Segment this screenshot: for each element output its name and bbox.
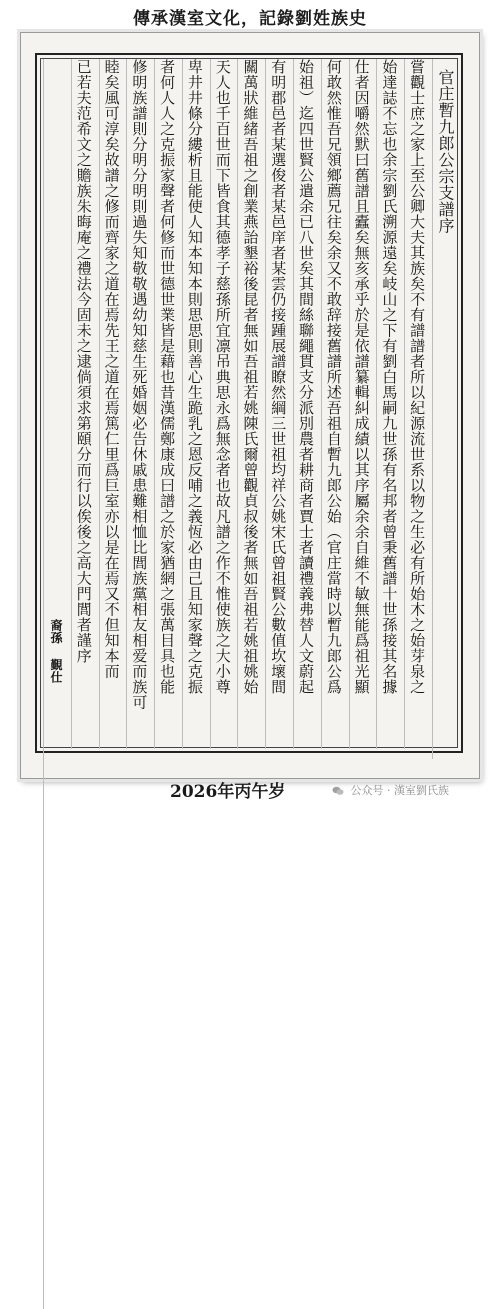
text-column: 者何人人之克振家聲者何修而世德世業皆是藉也昔漢儒鄭康成曰譜之於家猶網之張萬目具也能 [154, 59, 177, 749]
document-author: 裔孫 覲仕 [43, 59, 66, 1309]
text-column: 仕者因嚼然默曰舊譜且蠹矣無亥承乎於是依譜纂輯糾成績以其序屬余余自維不敏無能爲祖光顯 [349, 59, 372, 749]
scanned-genealogy-page [20, 32, 480, 779]
document-heading: 官庄暫九郎公宗支譜序 [432, 59, 455, 759]
page-border [35, 53, 463, 753]
text-column: 修明族譜則分明分明則過失知敬敬遇幼知慈生死婚姻必告休戚患難相恤比閭族黨相友相爱而族可 [126, 59, 149, 749]
text-column: 始達誌不忘也余宗劉氏溯源遠矣岐山之下有劉白馬嗣九世孫有名邦者曾秉舊譜十世孫接其名據 [376, 59, 399, 749]
watermark [332, 782, 449, 798]
text-column: 卑井井條分縷析且能使人知本知本則思思則善心生跪乳之恩反哺之義恆必由己且知家聲之克振 [182, 59, 205, 749]
text-column: 有明郡邑者某選俊者某邑庠者某雲仍接踵展譜瞭然綱三世祖均祥公姚宋氏曾祖賢公數值坎壞間 [265, 59, 288, 749]
text-column: 關萬狀維緒吾祖之創業燕詒墾裕後昆者無如吾祖若姚陳氏爾曾觀貞叔後者無如吾祖若姚祖姚始 [237, 59, 260, 749]
page-title: 傳承漢室文化，記錄劉姓族史 [133, 9, 367, 29]
text-columns [43, 59, 455, 747]
text-column: 睦矣風可淳矣故譜之修而齊家之道在焉先王之道在焉篤仁里爲巨室亦以是在焉又不但知本而 [99, 59, 122, 749]
text-column: 始祖）迄四世賢公遣余已八世矣其間絲聯繩貫支分派別農者耕商者賈士者讀禮義弗替人文蔚起 [293, 59, 316, 749]
text-column: 何敢然惟吾兄領鄉薦兄往矣余又不敢辞接舊譜所述吾祖自暫九郎公始（官庄當時以暫九郎公爲 [321, 59, 344, 749]
date-caption: 2026年丙午岁 [170, 782, 286, 802]
text-column: 嘗觀士庶之家上至公卿大夫其族矣不有譜譜者所以紀源流世系以物之生必有所始木之始芽泉之 [404, 59, 427, 749]
wechat-icon [332, 786, 344, 796]
text-column: 已若夫范希文之贍族朱晦庵之禮法今固未之逮倘須求第頤分而行以俟後之高大門閭者謹序 [71, 59, 94, 749]
text-column: 天人也千百世而下皆食其德孝子慈孫所宜凛吊典思永爲無念者也故凡譜之作不惟使族之大小尊 [210, 59, 233, 749]
watermark-text: 公众号 · 漢室劉氏族 [350, 784, 449, 797]
